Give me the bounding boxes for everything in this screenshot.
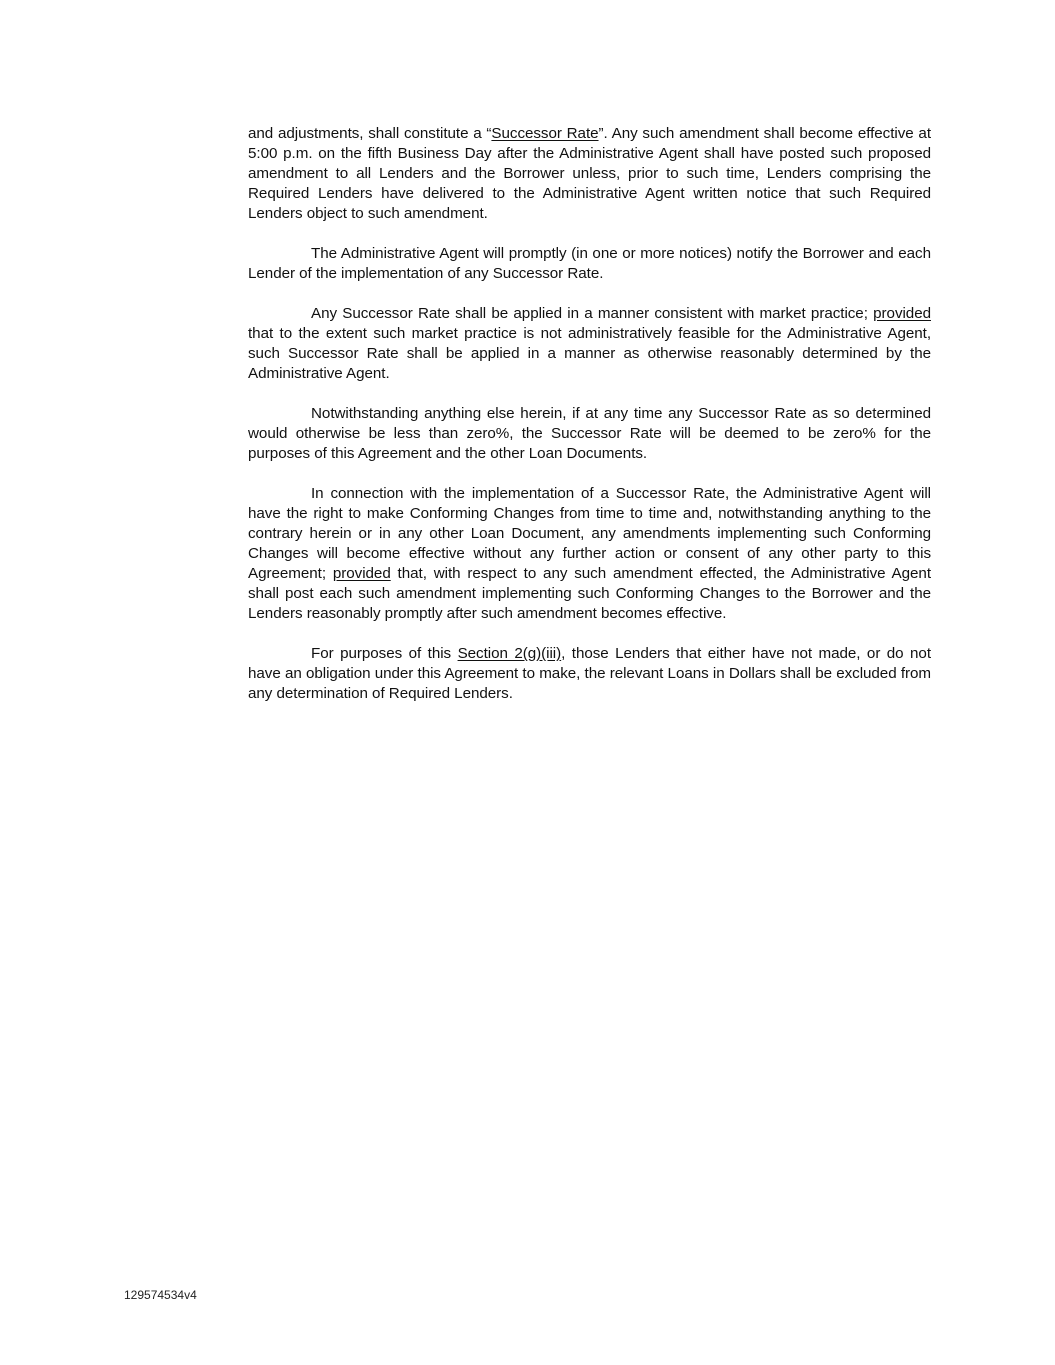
document-body [248,124,931,724]
document-id-footer: 129574534v4 [124,1288,197,1302]
paragraph-zero-floor [248,404,931,464]
paragraph-notice [248,244,931,284]
paragraph-text: The Administrative Agent will promptly (in one or more notices) notify the Borrower and each Lender of the implementation of any Successor Rate. [248,245,931,282]
paragraph-text-before: Any Successor Rate shall be applied in a manner consistent with market practice; [311,305,874,322]
defined-term-successor-rate: Successor Rate [491,125,599,142]
paragraph-required-lenders [248,644,931,704]
paragraph-text-after: that, with respect to any such amendment effected, the Administrative Agent shall post each such amendment implementing such Conforming Changes to the Borrower and the Lenders reasonably promptly after such amendment becomes effective. [248,565,931,622]
paragraph-text: Notwithstanding anything else herein, if at any time any Successor Rate as so determined would otherwise be less than zero%, the Successor Rate will be deemed to be zero% for the purposes of this Agreement and the other Loan Documents. [248,405,931,462]
paragraph-text-before: In connection with the implementation of a Successor Rate, the Administrative Agent will have the right to make Conforming Changes from time to time and, notwithstanding anything to the contrary herein or in any other Loan Document, any amendments implementing such Conforming Changes will become effective without any further action or consent of any other party to this Agreement; [248,485,931,582]
paragraph-text-after: that to the extent such market practice is not administratively feasible for the Administrative Agent, such Successor Rate shall be applied in a manner as otherwise reasonably determined by the Administrative Agent. [248,325,931,382]
section-reference: Section 2(g)(iii) [457,645,562,662]
paragraph-conforming-changes [248,484,931,624]
paragraph-market-practice [248,304,931,384]
paragraph-text-before: For purposes of this [311,645,458,662]
paragraph-text-after: ”. Any such amendment shall become effective at 5:00 p.m. on the fifth Business Day after the Administrative Agent shall have posted such proposed amendment to all Lenders and the Borrower unless, prior to such time, Lenders comprising the Required Lenders have delivered to the Administrative Agent written notice that such Required Lenders object to such amendment. [248,125,931,222]
defined-term-provided: provided [332,565,391,582]
defined-term-provided: provided [873,305,931,322]
paragraph-text-after: , those Lenders that either have not made, or do not have an obligation under this Agreement to make, the relevant Loans in Dollars shall be excluded from any determination of Required Lenders. [248,645,932,702]
paragraph-successor-rate-definition [248,124,931,224]
paragraph-text-before: and adjustments, shall constitute a “ [248,125,492,142]
